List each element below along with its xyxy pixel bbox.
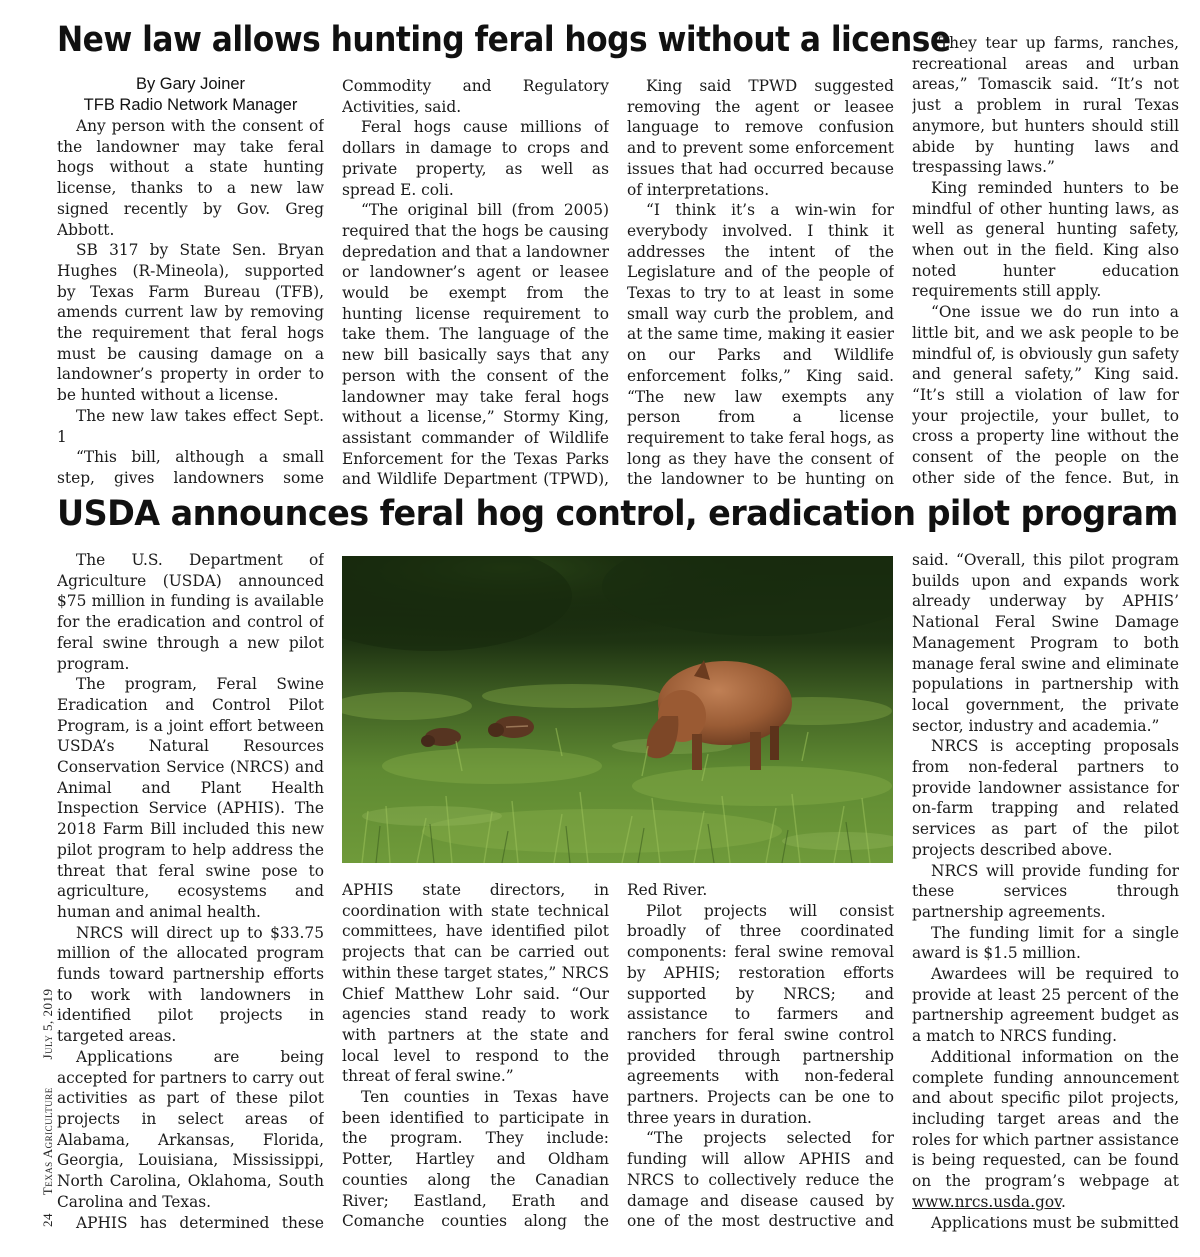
paragraph: Commodity and Regulatory Activities, said. bbox=[342, 77, 609, 116]
paragraph: NRCS will provide funding for these services through partnership agreements. bbox=[912, 861, 1179, 921]
page-folio bbox=[40, 988, 58, 1227]
byline bbox=[57, 74, 324, 115]
text: Applications must be submitted bbox=[931, 1213, 1179, 1232]
paragraph: The funding limit for a single award is $1.5 million. bbox=[912, 923, 1179, 963]
paragraph: Applications are being accepted for partners to carry out activities as part of these pilot projects in select areas of Alabama, Arkansas, Florida, Georgia, Louisiana, Mississippi, North Carolina, Oklahoma, South Carolina and Texas. bbox=[57, 1047, 324, 1211]
article2-headline: USDA announces feral hog control, eradication pilot program bbox=[57, 494, 1178, 534]
paragraph: “I think it’s a win-win for everybody involved. I think it addresses the intent of the Legislature and of the people of Texas to try to at least in some small way curb the problem, and at the same time, making it easier on our Parks and Wildlife enforcement folks,” King said. “The new law exempts any person from a license requirement to take feral hogs, as long as they have the consent of the landowner to be hunting on bbox=[627, 201, 894, 489]
paragraph: NRCS will direct up to $33.75 million of the allocated program funds toward partnership efforts to work with landowners in identified pilot projects in targeted areas. bbox=[57, 923, 324, 1046]
issue-date: July 5, 2019 bbox=[40, 988, 55, 1060]
paragraph: NRCS is accepting proposals from non-federal partners to provide landowner assistance for on-farm trapping and related services as part of the pilot projects described above. bbox=[912, 737, 1179, 859]
byline-title: TFB Radio Network Manager bbox=[83, 95, 298, 114]
paragraph: “The projects selected for funding will allow APHIS and NRCS to collectively reduce the damage and disease caused by one of the most destructive and bbox=[627, 1129, 894, 1231]
text: . bbox=[1060, 1192, 1066, 1211]
paragraph: “They tear up farms, ranches, recreational areas and urban areas,” Tomascik said. “It’s not just a problem in rural Texas anymore, but hunters should still abide by hunting laws and trespassing laws.” bbox=[912, 34, 1179, 177]
paragraph: The new law takes effect Sept. 1 bbox=[57, 406, 324, 446]
paragraph: Red River. bbox=[627, 881, 708, 899]
article2-column-4 bbox=[912, 550, 1179, 1232]
paragraph: King said TPWD suggested removing the agent or leasee language to remove confusion and to prevent some enforcement issues that had occurred because of interpretations. bbox=[627, 77, 894, 199]
nrcs-website-link[interactable]: www.nrcs.usda.gov bbox=[912, 1192, 1061, 1211]
paragraph: said. “Overall, this pilot program builds upon and expands work already underway by APHIS’ National Feral Swine Damage Management Program to both manage feral swine and eliminate populations in partnership with local government, the private sector, industry and academia.” bbox=[912, 551, 1179, 735]
article1-column-4 bbox=[912, 33, 1179, 490]
article1-column-2 bbox=[342, 76, 609, 490]
paragraph bbox=[912, 1213, 1179, 1233]
paragraph: The U.S. Department of Agriculture (USDA) announced $75 million in funding is available for the eradication and control of feral swine through a new pilot program. bbox=[57, 551, 324, 673]
paragraph: “This bill, although a small step, gives landowners some bbox=[57, 448, 324, 487]
byline-author: By Gary Joiner bbox=[135, 75, 246, 93]
article2-column-3 bbox=[627, 880, 894, 1232]
page-number: 24 bbox=[40, 1213, 55, 1227]
paragraph: Any person with the consent of the landowner may take feral hogs without a state hunting license, thanks to a new law signed recently by Gov. Greg Abbott. bbox=[57, 117, 324, 239]
publication-name: Texas Agriculture bbox=[40, 1087, 55, 1196]
article1-column-1 bbox=[57, 74, 324, 490]
paragraph: Awardees will be required to provide at least 25 percent of the partnership agreement budget as a match to NRCS funding. bbox=[912, 965, 1179, 1046]
paragraph: SB 317 by State Sen. Bryan Hughes (R-Mineola), supported by Texas Farm Bureau (TFB), amends current law by removing the requirement that feral hogs must be causing damage on a landowner’s property in order to be hunted without a license. bbox=[57, 241, 324, 405]
paragraph: King reminded hunters to be mindful of other hunting laws, as well as general hunting safety, when out in the field. King also noted hunter education requirements still apply. bbox=[912, 178, 1179, 301]
article2-column-2 bbox=[342, 880, 609, 1232]
article2-column-1 bbox=[57, 550, 324, 1232]
paragraph bbox=[912, 1047, 1179, 1213]
paragraph: Feral hogs cause millions of dollars in damage to crops and private property, as well as spread E. coli. bbox=[342, 118, 609, 199]
paragraph: Pilot projects will consist broadly of three coordinated components: feral swine removal by APHIS; restoration efforts supported by NRCS; and assistance to farmers and ranchers for feral swine control provided through partnership agreements with non-federal partners. Projects can be one to three years in duration. bbox=[627, 901, 894, 1127]
paragraph: The program, Feral Swine Eradication and Control Pilot Program, is a joint effort between USDA’s Natural Resources Conservation Service (NRCS) and Animal and Plant Health Inspection Service (APHIS). The 2018 Farm Bill included this new pilot program to help address the threat that feral swine pose to agriculture, ecosystems and human and animal health. bbox=[57, 675, 324, 921]
paragraph: APHIS state directors, in coordination with state technical committees, have identified pilot projects that can be carried out within these target states,” NRCS Chief Matthew Lohr said. “Our agencies stand ready to work with partners at the state and local level to respond to the threat of feral swine.” bbox=[342, 881, 609, 1086]
paragraph: APHIS has determined these bbox=[76, 1213, 324, 1232]
article1-headline: New law allows hunting feral hogs without a license bbox=[57, 20, 951, 60]
paragraph: “The original bill (from 2005) required that the hogs be causing depredation and that a landowner or landowner’s agent or leasee would be exempt from the hunting license requirement to take them. The language of the new bill basically says that any person with the consent of the landowner may take feral hogs without a license,” Stormy King, assistant commander of Wildlife Enforcement for the Texas Parks and Wildlife Department (TPWD), bbox=[342, 201, 609, 489]
feral-hogs-photo bbox=[342, 556, 893, 863]
paragraph: “One issue we do run into a little bit, and we ask people to be mindful of, is obviously gun safety and general safety,” King said. “It’s still a violation of law for your projectile, your bullet, to cross a property line without the consent of the people on the other side of the fence. But, in bbox=[912, 303, 1179, 487]
paragraph: Ten counties in Texas have been identified to participate in the program. They include: Potter, Hartley and Oldham counties along the Canadian River; Eastland, Erath and Comanche counties along the bbox=[342, 1088, 609, 1231]
article1-column-3 bbox=[627, 76, 894, 490]
text: Additional information on the complete funding announcement and about specific pilot projects, including target areas and the roles for which partner assistance is being requested, can be found on the program’s webpage at bbox=[912, 1047, 1179, 1191]
